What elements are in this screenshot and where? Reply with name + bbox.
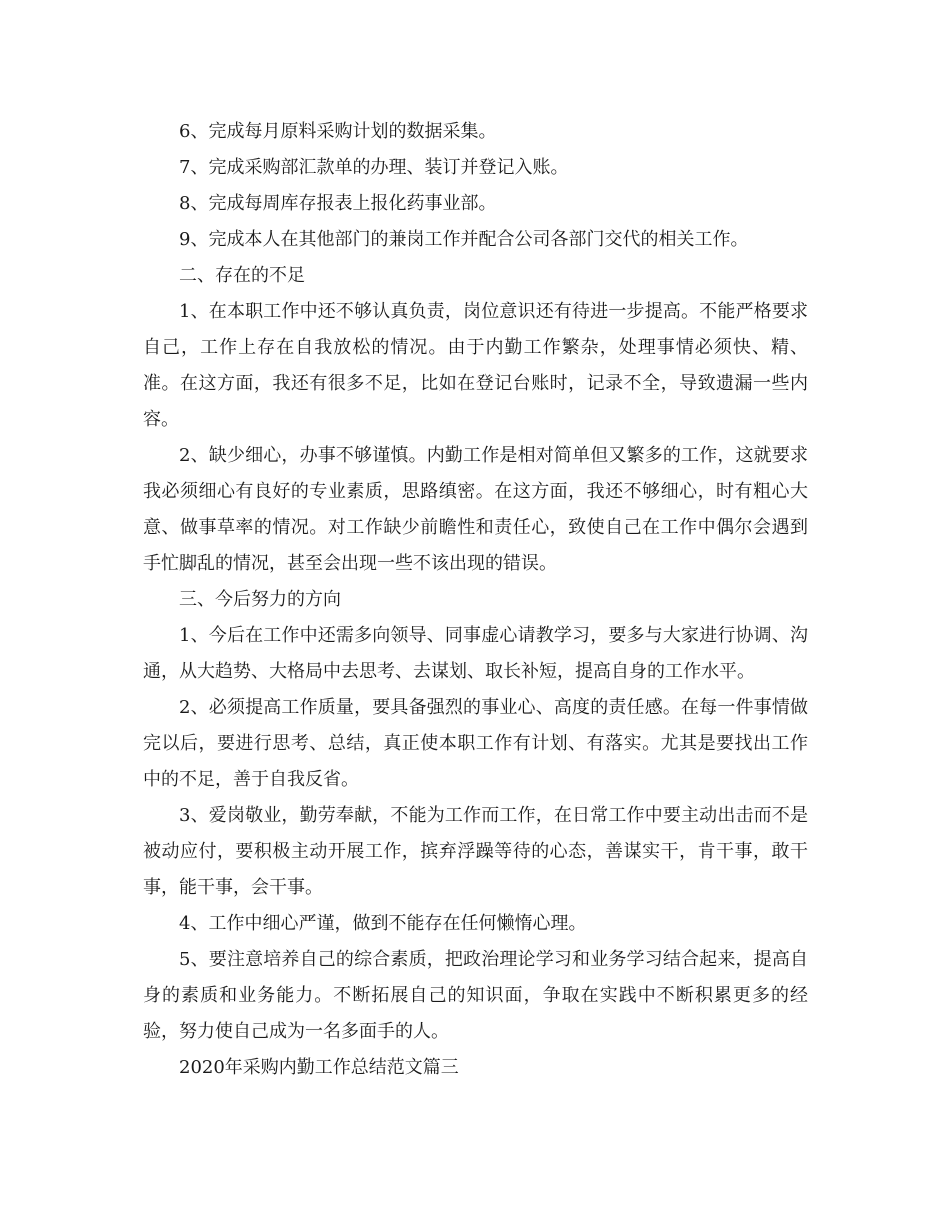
paragraph-direction-4: 4、工作中细心严谨，做到不能存在任何懒惰心理。 (179, 913, 587, 934)
paragraph-shortcoming-2: 2、缺少细心，办事不够谨慎。内勤工作是相对简单但又繁多的工作，这就要求我必须细心有良好的专业素质，思路缜密。在这方面，我还不够细心，时有粗心大意、做事草率的情况。对工作缺少前瞻性和责任心，致使自己在工作中偶尔会遇到手忙脚乱的情况，甚至会出现一些不该出现的错误。 (143, 445, 808, 574)
section-heading-shortcomings: 二、存在的不足 (179, 265, 305, 286)
document-body (143, 114, 808, 1086)
next-article-title: 2020年采购内勤工作总结范文篇三 (179, 1057, 459, 1078)
paragraph-direction-3: 3、爱岗敬业，勤劳奉献，不能为工作而工作，在日常工作中要主动出击而不是被动应付，要积极主动开展工作，摈弃浮躁等待的心态，善谋实干，肯干事，敢干事，能干事，会干事。 (143, 805, 808, 898)
paragraph-direction-2: 2、必须提高工作质量，要具备强烈的事业心、高度的责任感。在每一件事情做完以后，要进行思考、总结，真正使本职工作有计划、有落实。尤其是要找出工作中的不足，善于自我反省。 (143, 697, 808, 790)
paragraph-item-7: 7、完成采购部汇款单的办理、装订并登记入账。 (179, 157, 569, 178)
paragraph-item-9: 9、完成本人在其他部门的兼岗工作并配合公司各部门交代的相关工作。 (179, 229, 749, 250)
paragraph-direction-1: 1、今后在工作中还需多向领导、同事虚心请教学习，要多与大家进行协调、沟通，从大趋势、大格局中去思考、去谋划、取长补短，提高自身的工作水平。 (143, 625, 808, 682)
paragraph-shortcoming-1: 1、在本职工作中还不够认真负责，岗位意识还有待进一步提高。不能严格要求自己，工作上存在自我放松的情况。由于内勤工作繁杂，处理事情必须快、精、准。在这方面，我还有很多不足，比如在登记台账时，记录不全，导致遗漏一些内容。 (143, 301, 808, 430)
paragraph-item-6: 6、完成每月原料采购计划的数据采集。 (179, 121, 497, 142)
paragraph-direction-5: 5、要注意培养自己的综合素质，把政治理论学习和业务学习结合起来，提高自身的素质和业务能力。不断拓展自己的知识面，争取在实践中不断积累更多的经验，努力使自己成为一名多面手的人。 (143, 949, 808, 1042)
section-heading-future-direction: 三、今后努力的方向 (179, 589, 341, 610)
paragraph-item-8: 8、完成每周库存报表上报化药事业部。 (179, 193, 497, 214)
